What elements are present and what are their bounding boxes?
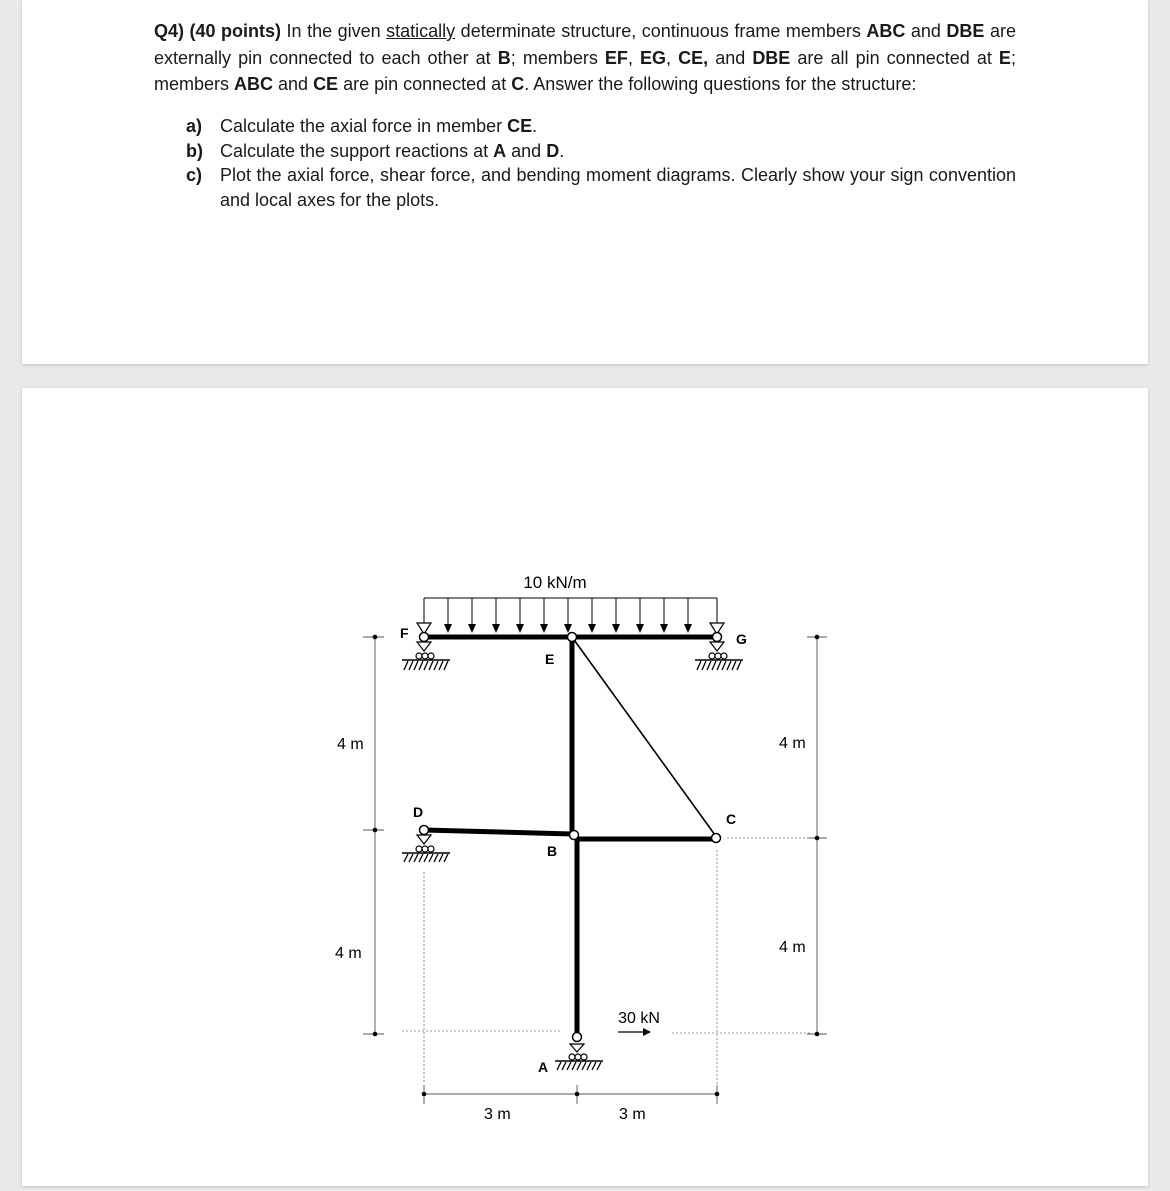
load-arrow-head: [612, 624, 620, 633]
question-paragraph: [154, 18, 1016, 98]
text-run: ,: [627, 47, 641, 68]
ground-hatch: [557, 1062, 601, 1070]
dimension-dots: [373, 635, 820, 1097]
member-name: DBE: [946, 21, 985, 41]
member-name: DBE: [752, 47, 791, 68]
text-run: are externally pin connected to each other at: [154, 21, 1016, 68]
label-A: A: [538, 1059, 549, 1075]
support-triangle: [710, 642, 724, 651]
dim-dot: [815, 1032, 820, 1037]
label-G: G: [736, 631, 747, 647]
part-bold: D: [546, 140, 560, 161]
text-run: ; members: [510, 47, 605, 68]
load-arrows: [424, 598, 717, 633]
support-roller: [575, 1054, 581, 1060]
text-run: ,: [666, 47, 679, 68]
load-arrow-head: [492, 624, 500, 633]
part-text: .: [532, 116, 538, 136]
question-part-a: [186, 114, 1016, 139]
pin-F: [420, 633, 429, 642]
pin-B: [570, 831, 579, 840]
question-page: [22, 0, 1148, 364]
text-run: and: [905, 21, 947, 41]
support-roller: [416, 653, 422, 659]
figure-page: [22, 388, 1148, 1186]
dim-label-right-bottom: 4 m: [779, 939, 806, 956]
load-arrow-head: [588, 624, 596, 633]
support-roller: [569, 1054, 575, 1060]
question-parts-list: [186, 114, 1016, 212]
load-arrow-head: [684, 624, 692, 633]
support-triangle: [417, 642, 431, 651]
dim-dot: [373, 635, 378, 640]
load-arrow-head: [444, 624, 452, 633]
pin-E: [568, 633, 577, 642]
part-marker: c): [186, 165, 203, 185]
ground-hatch: [404, 854, 448, 862]
support-roller: [721, 653, 727, 659]
text-run: and: [708, 47, 753, 68]
part-text: Calculate the axial force in member: [220, 116, 508, 136]
support-D: [402, 835, 450, 862]
label-C: C: [726, 811, 737, 827]
support-A: [555, 1044, 603, 1070]
part-text: .: [559, 140, 565, 161]
support-triangle: [417, 835, 431, 844]
label-B: B: [547, 843, 558, 859]
part-text: and: [506, 140, 547, 161]
dim-label-bottom-left: 3 m: [484, 1106, 511, 1123]
load-arrow-head: [468, 624, 476, 633]
distributed-load: [424, 573, 717, 633]
question-part-b: [186, 139, 1016, 164]
load-arrow-head: [636, 624, 644, 633]
dim-dot: [815, 836, 820, 841]
text-run: . Answer the following questions for the structure:: [524, 74, 917, 94]
dim-dot: [422, 1092, 427, 1097]
support-roller: [715, 653, 721, 659]
point-load-label: 30 kN: [618, 1010, 660, 1027]
support-roller: [416, 846, 422, 852]
dim-label-left-top: 4 m: [337, 736, 364, 753]
support-roller: [428, 653, 434, 659]
label-D: D: [413, 804, 424, 820]
support-roller: [422, 846, 428, 852]
support-roller: [422, 653, 428, 659]
support-roller: [428, 846, 434, 852]
joint-name: C: [511, 74, 525, 94]
pin-A: [573, 1033, 582, 1042]
question-points: (40 points): [189, 21, 282, 41]
member-name: EF: [604, 47, 628, 68]
label-F: F: [400, 625, 409, 641]
part-bold: A: [493, 140, 507, 161]
text-run: determinate structure, continuous frame members: [455, 21, 867, 41]
pin-D: [420, 826, 429, 835]
load-label: 10 kN/m: [523, 573, 587, 592]
load-arrow-head: [660, 624, 668, 633]
text-run: and: [273, 74, 314, 94]
question-number: Q4): [154, 21, 185, 41]
pin-G: [713, 633, 722, 642]
member-name: EG: [640, 47, 667, 68]
dim-label-left-bottom: 4 m: [335, 945, 362, 962]
ground-hatch: [697, 661, 741, 670]
underlined-word: statically: [386, 21, 456, 41]
joint-name: B: [497, 47, 511, 68]
structure-diagram: [22, 388, 1148, 1186]
support-triangle: [570, 1044, 584, 1052]
member-name: CE: [313, 74, 339, 94]
part-marker: b): [186, 140, 203, 161]
dim-dot: [715, 1092, 720, 1097]
support-roller: [581, 1054, 587, 1060]
point-load: [618, 1010, 660, 1032]
text-run: ; members: [154, 47, 1016, 94]
text-run: In the given: [281, 21, 387, 41]
part-text: Calculate the support reactions at: [220, 140, 494, 161]
support-roller: [709, 653, 715, 659]
dim-dot: [373, 828, 378, 833]
joint-name: E: [998, 47, 1011, 68]
part-bold: CE: [507, 116, 533, 136]
extension-lines: [402, 838, 812, 1084]
load-arrow-head: [516, 624, 524, 633]
part-text: Plot the axial force, shear force, and bending moment diagrams. Clearly show your sign convention and local axes for the plots.: [220, 165, 1016, 210]
dim-label-bottom-right: 3 m: [619, 1106, 646, 1123]
dimension-lines: [363, 637, 827, 1104]
text-run: are pin connected at: [338, 74, 512, 94]
dim-dot: [575, 1092, 580, 1097]
pin-C: [712, 834, 721, 843]
question-part-c: [186, 163, 1016, 212]
dim-label-right-top: 4 m: [779, 735, 806, 752]
label-E: E: [545, 651, 555, 667]
text-run: are all pin connected at: [790, 47, 999, 68]
load-arrow-head: [564, 624, 572, 633]
member-name: ABC: [234, 74, 274, 94]
dim-dot: [815, 635, 820, 640]
dim-dot: [373, 1032, 378, 1037]
member-name: ABC: [866, 21, 906, 41]
member-CE: [572, 637, 715, 835]
member-DB: [424, 830, 572, 834]
support-F: [402, 623, 450, 670]
load-arrow-head: [540, 624, 548, 633]
part-marker: a): [186, 116, 203, 136]
member-name: CE,: [678, 47, 709, 68]
ground-hatch: [404, 661, 448, 670]
